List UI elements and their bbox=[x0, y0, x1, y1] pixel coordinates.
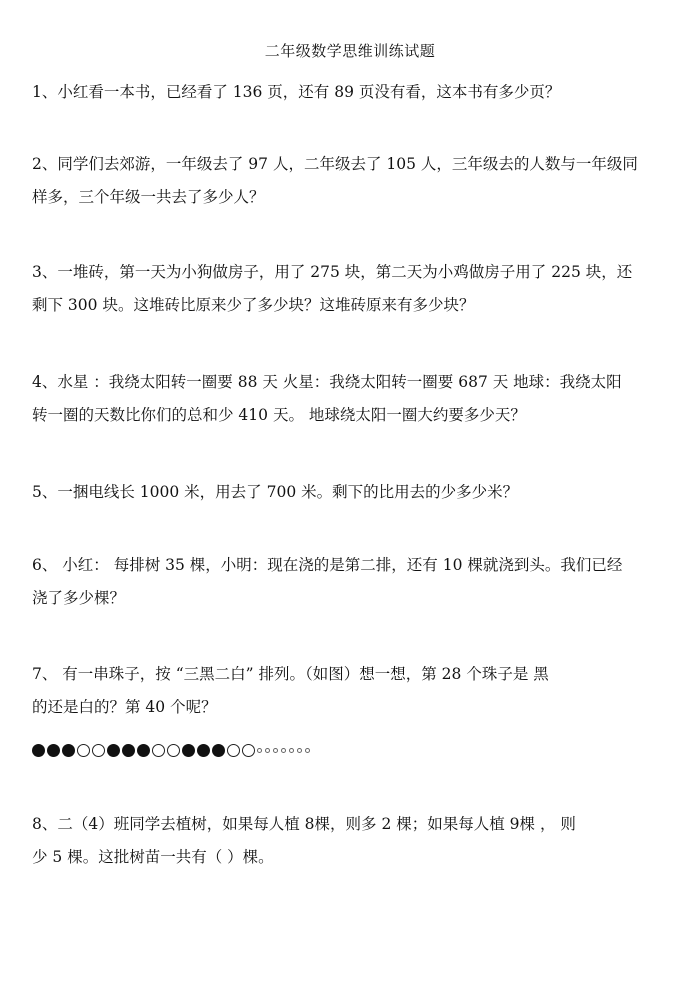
question-7-line-1: 7、 有一串珠子，按 “三黑二白” 排列。（如图）想一想，第 28 个珠子是 黑 bbox=[32, 665, 549, 683]
question-7 bbox=[32, 658, 664, 724]
small-dot-icon bbox=[281, 748, 286, 753]
black-bead-icon bbox=[122, 744, 135, 757]
question-4-line-2: 转一圈的天数比你们的总和少 410 天。 地球绕太阳一圈大约要多少天？ bbox=[32, 406, 526, 424]
white-bead-icon bbox=[92, 744, 105, 757]
question-7-line-2: 的还是白的？第 40 个呢？ bbox=[32, 698, 217, 716]
question-4-line-1: 4、水星 ：我绕太阳转一圈要 88 天 火星：我绕太阳转一圈要 687 天 地球：我绕太阳 bbox=[32, 373, 622, 391]
question-1 bbox=[32, 76, 664, 109]
question-6-line-1: 6、 小红： 每排树 35 棵，小明：现在浇的是第二排，还有 10 棵就浇到头。我们已经 bbox=[32, 556, 623, 574]
question-8 bbox=[32, 808, 664, 874]
question-5-text: 5、一捆电线长 1000 米，用去了 700 米。剩下的比用去的少多少米？ bbox=[32, 483, 519, 501]
white-bead-icon bbox=[77, 744, 90, 757]
question-8-line-1: 8、二（4）班同学去植树，如果每人植 8棵，则多 2 棵；如果每人植 9棵 ， 则 bbox=[32, 815, 576, 833]
question-3-line-2: 剩下 300 块。这堆砖比原来少了多少块？这堆砖原来有多少块？ bbox=[32, 296, 475, 314]
bead-sequence-figure bbox=[32, 740, 313, 760]
question-4 bbox=[32, 366, 664, 432]
black-bead-icon bbox=[47, 744, 60, 757]
black-bead-icon bbox=[212, 744, 225, 757]
question-3-line-1: 3、一堆砖，第一天为小狗做房子，用了 275 块，第二天为小鸡做房子用了 225 块，还 bbox=[32, 263, 633, 281]
small-dot-icon bbox=[273, 748, 278, 753]
black-bead-icon bbox=[32, 744, 45, 757]
white-bead-icon bbox=[227, 744, 240, 757]
question-5 bbox=[32, 476, 664, 509]
question-6 bbox=[32, 549, 664, 615]
white-bead-icon bbox=[167, 744, 180, 757]
question-2-line-1: 2、同学们去郊游，一年级去了 97 人，二年级去了 105 人，三年级去的人数与一年级同 bbox=[32, 155, 638, 173]
question-2-line-2: 样多，三个年级一共去了多少人？ bbox=[32, 188, 265, 206]
document-title: 二年级数学思维训练试题 bbox=[264, 42, 436, 60]
black-bead-icon bbox=[107, 744, 120, 757]
black-bead-icon bbox=[137, 744, 150, 757]
small-dot-icon bbox=[265, 748, 270, 753]
question-6-line-2: 浇了多少棵？ bbox=[32, 589, 126, 607]
question-3 bbox=[32, 256, 664, 322]
question-2 bbox=[32, 148, 664, 214]
small-dot-icon bbox=[257, 748, 262, 753]
question-1-text: 1、小红看一本书，已经看了 136 页，还有 89 页没有看，这本书有多少页？ bbox=[32, 83, 561, 101]
black-bead-icon bbox=[197, 744, 210, 757]
white-bead-icon bbox=[152, 744, 165, 757]
question-8-line-2: 少 5 棵。这批树苗一共有（ ）棵。 bbox=[32, 848, 274, 866]
white-bead-icon bbox=[242, 744, 255, 757]
black-bead-icon bbox=[62, 744, 75, 757]
small-dot-icon bbox=[297, 748, 302, 753]
black-bead-icon bbox=[182, 744, 195, 757]
small-dot-icon bbox=[289, 748, 294, 753]
small-dot-icon bbox=[305, 748, 310, 753]
